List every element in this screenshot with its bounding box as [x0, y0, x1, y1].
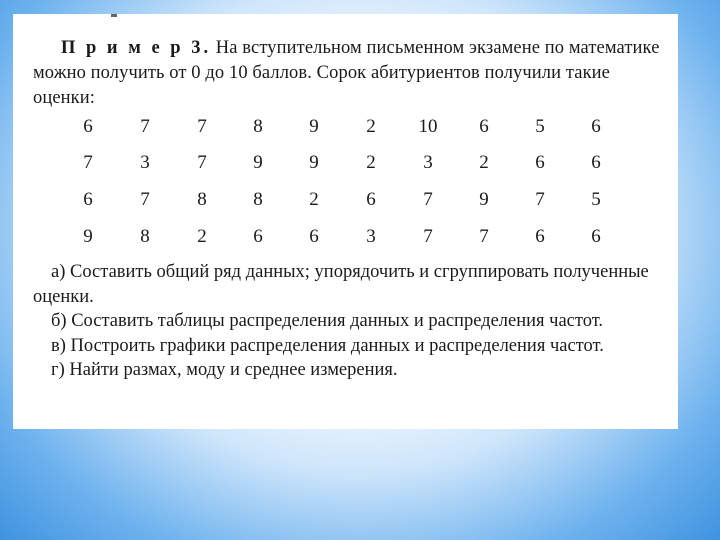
- score-cell: 7: [197, 152, 207, 173]
- score-cell: 8: [253, 189, 263, 210]
- score-cell: 6: [253, 226, 263, 247]
- score-cell: 7: [197, 116, 207, 137]
- score-cell: 8: [253, 116, 263, 137]
- score-cell: 3: [366, 226, 376, 247]
- score-cell: 7: [535, 189, 545, 210]
- decorative-dash: [111, 14, 117, 17]
- task-item-c: в) Построить графики распределения данных и распределения частот.: [51, 335, 604, 356]
- score-cell: 2: [309, 189, 319, 210]
- score-cell: 6: [479, 116, 489, 137]
- score-cell: 5: [535, 116, 545, 137]
- score-cell: 8: [140, 226, 150, 247]
- score-cell: 6: [535, 152, 545, 173]
- score-cell: 8: [197, 189, 207, 210]
- score-cell: 9: [253, 152, 263, 173]
- score-cell: 9: [309, 152, 319, 173]
- scores-row: [33, 116, 673, 144]
- slide-content: [13, 14, 678, 429]
- score-cell: 9: [309, 116, 319, 137]
- score-cell: 7: [83, 152, 93, 173]
- score-cell: 6: [83, 189, 93, 210]
- score-cell: 6: [591, 152, 601, 173]
- score-cell: 3: [140, 152, 150, 173]
- example-intro: [33, 36, 673, 111]
- score-cell: 7: [140, 189, 150, 210]
- score-cell: 6: [535, 226, 545, 247]
- score-cell: 5: [591, 189, 601, 210]
- score-cell: 7: [140, 116, 150, 137]
- score-cell: 7: [479, 226, 489, 247]
- score-cell: 6: [83, 116, 93, 137]
- score-cell: 6: [366, 189, 376, 210]
- score-cell: 3: [423, 152, 433, 173]
- scores-row: [33, 189, 673, 217]
- example-lead: П р и м е р 3.: [61, 38, 212, 58]
- score-cell: 9: [479, 189, 489, 210]
- score-cell: 6: [591, 226, 601, 247]
- score-cell: 10: [418, 116, 438, 137]
- score-cell: 6: [309, 226, 319, 247]
- example-text: На вступительном письменном экзамене по математике можно получить от 0 до 10 баллов. Сорок абитуриентов получили такие оценки:: [33, 38, 660, 108]
- score-cell: 7: [423, 226, 433, 247]
- scores-row: [33, 226, 673, 254]
- score-cell: 2: [366, 116, 376, 137]
- score-cell: 2: [366, 152, 376, 173]
- score-cell: 2: [197, 226, 207, 247]
- score-cell: 9: [83, 226, 93, 247]
- score-cell: 6: [591, 116, 601, 137]
- scores-row: [33, 152, 673, 180]
- task-item-b: б) Составить таблицы распределения данных и распределения частот.: [51, 311, 604, 331]
- task-list: [33, 260, 678, 383]
- score-cell: 7: [423, 189, 433, 210]
- score-cell: 2: [479, 152, 489, 173]
- task-item-a: а) Составить общий ряд данных; упорядочить и сгруппировать полученные оценки.: [33, 262, 649, 307]
- task-item-d: г) Найти размах, моду и среднее измерения.: [51, 360, 398, 380]
